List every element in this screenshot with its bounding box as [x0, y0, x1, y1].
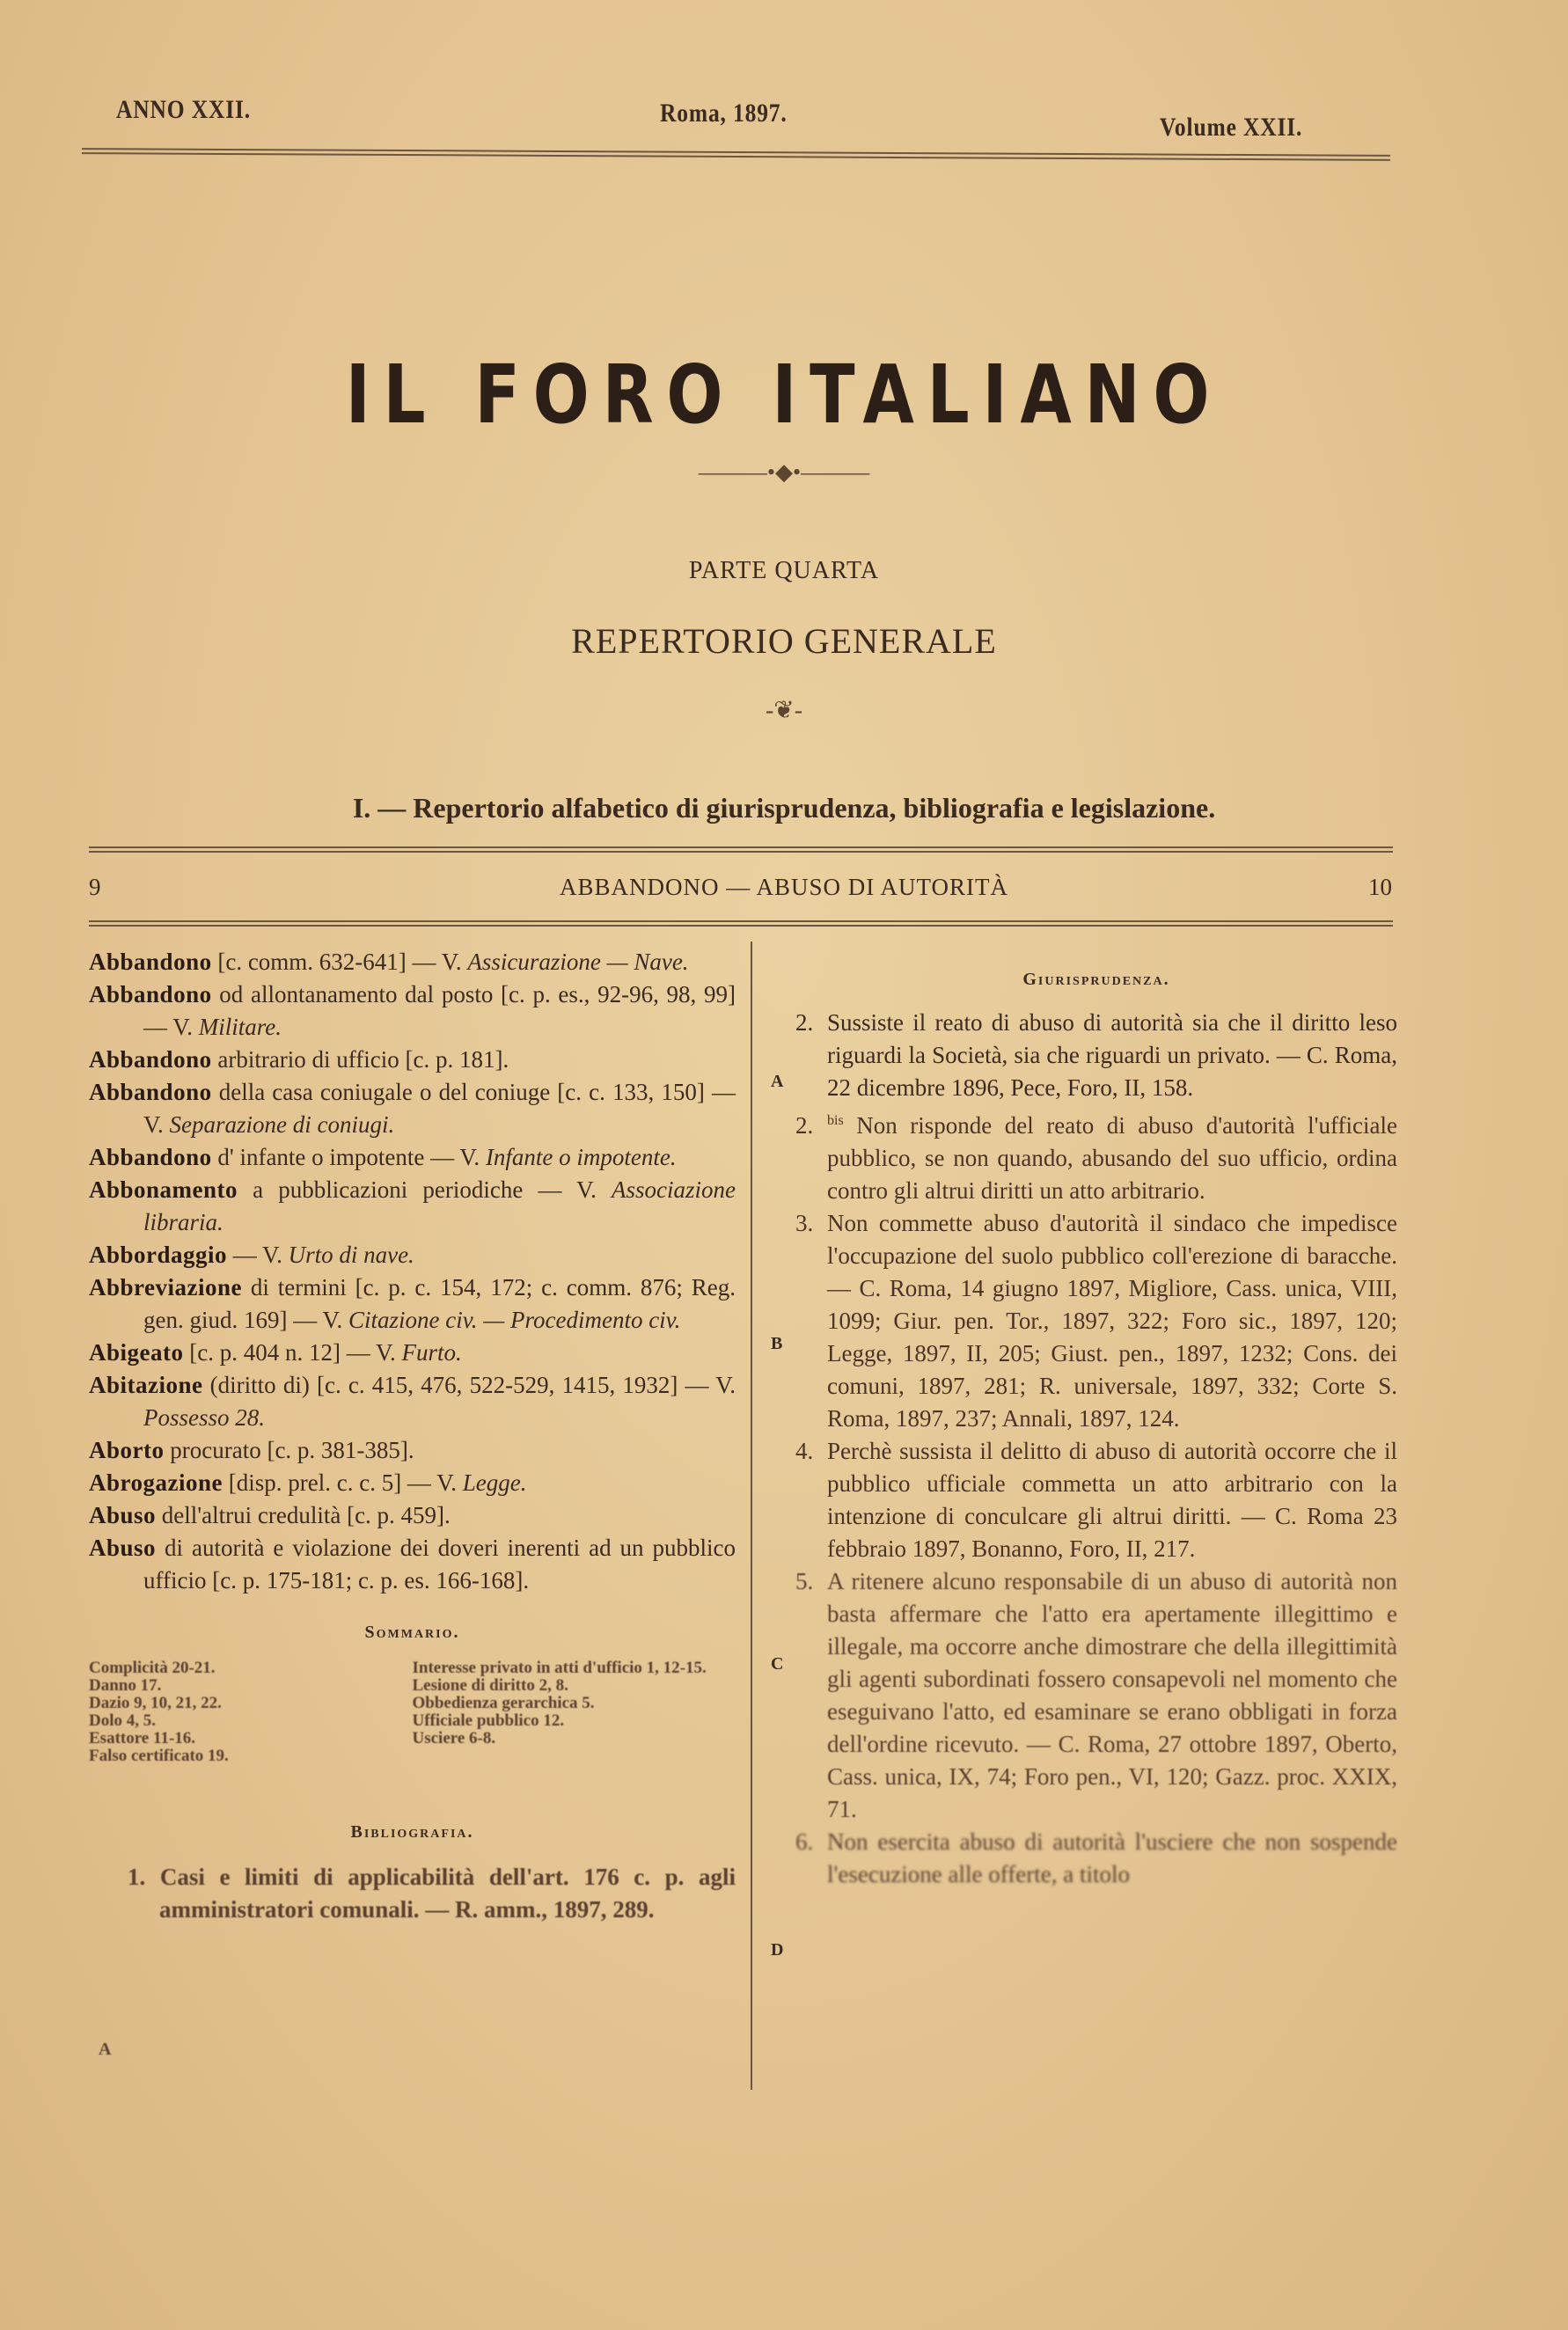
sommario-item: Dazio 9, 10, 21, 22.: [89, 1694, 222, 1712]
item-number: 2.: [795, 1009, 814, 1036]
index-entry: [89, 1271, 736, 1337]
margin-marker: C: [771, 1654, 784, 1674]
entry-headword: Abitazione: [89, 1372, 203, 1398]
entry-headword: Abbordaggio: [89, 1242, 228, 1268]
sommario-item: Obbedienza gerarchica 5.: [412, 1694, 595, 1712]
sommario-item: Dolo 4, 5.: [89, 1711, 156, 1730]
entry-headword: Aborto: [89, 1437, 165, 1463]
item-text: Non risponde del reato di abuso d'autorità l'ufficiale pubblico, se non quando, abusando del suo ufficio, ordina contro gli altrui diritti un atto arbitrario.: [827, 1112, 1397, 1204]
item-text: A ritenere alcuno responsabile di un abuso di autorità non basta affermare che l'atto era apertamente illegittimo e illegale, ma occorre anche dimostrare che della illegittimità gli agenti subordinati fossero consapevoli nel momento che eseguivano l'atto, ed esaminare se erano obbligati in forza dell'ordine ricevuto. — C. Roma, 27 ottobre 1897, Oberto, Cass. unica, IX, 74; Foro pen., VI, 120; Gazz. proc. XXIX, 71.: [827, 1568, 1397, 1822]
margin-marker: B: [771, 1334, 783, 1353]
item-number: 5.: [795, 1568, 814, 1594]
bibliografia-number: 1.: [128, 1864, 146, 1890]
margin-marker: A: [99, 2040, 112, 2059]
header-double-rule: [82, 148, 1390, 161]
bibliografia-item: [89, 1861, 736, 1926]
entry-text: della casa coniugale o del coniuge [c. c. 133, 150] — V.: [143, 1079, 736, 1138]
index-entry: [89, 1467, 736, 1499]
entry-text: d' infante o impotente — V.: [211, 1144, 486, 1170]
index-entry: [89, 946, 736, 978]
ornament-divider: ———•◆•———: [698, 459, 870, 485]
entry-headword: Abbandono: [89, 1046, 212, 1073]
right-column: [795, 964, 1397, 2090]
item-suffix: bis: [827, 1113, 844, 1128]
ornament-flourish: -❦-: [765, 697, 803, 724]
journal-title: IL FORO ITALIANO: [345, 348, 1223, 442]
index-entry: [89, 1434, 736, 1467]
index-entry: [89, 1174, 736, 1239]
entry-text: [disp. prel. c. c. 5] — V.: [223, 1469, 463, 1496]
column-divider: [751, 942, 752, 2090]
entry-text: [c. comm. 632-641] — V.: [211, 949, 468, 975]
entry-reference: Legge.: [462, 1469, 527, 1496]
entry-text: di autorità e violazione dei doveri inerenti ad un pubblico ufficio [c. p. 175-181; c. p. es. 166-168].: [143, 1535, 736, 1594]
entry-text: (diritto di) [c. c. 415, 476, 522-529, 1415, 1932] — V.: [202, 1372, 736, 1398]
sommario-item: Interesse privato in atti d'ufficio 1, 12-15.: [412, 1659, 707, 1677]
entry-headword: Abbonamento: [89, 1176, 238, 1203]
section-heading: I. — Repertorio alfabetico di giurisprudenza, bibliografia e legislazione.: [352, 792, 1216, 824]
page-topic: ABBANDONO — ABUSO DI AUTORITÀ: [559, 874, 1009, 900]
jurisprudence-item: [795, 1207, 1397, 1435]
entry-headword: Abbandono: [89, 1144, 212, 1170]
sommario-heading: Sommario.: [364, 1623, 460, 1642]
entry-headword: Abrogazione: [89, 1469, 223, 1496]
index-entry: [89, 1369, 736, 1434]
subtitle: REPERTORIO GENERALE: [571, 621, 997, 661]
item-text: Perchè sussista il delitto di abuso di autorità occorre che il pubblico ufficiale commetta un atto arbitrario con la intenzione di conculcare gli altrui diritti. — C. Roma 23 febbraio 1897, Bonanno, Foro, II, 217.: [827, 1438, 1397, 1562]
entry-reference: Associazione libraria.: [143, 1176, 736, 1235]
index-entry: [89, 1141, 736, 1174]
entry-reference: Infante o impotente.: [485, 1144, 677, 1170]
entry-text: [c. p. 404 n. 12] — V.: [183, 1339, 402, 1366]
entry-headword: Abbandono: [89, 981, 212, 1007]
sommario-item: Ufficiale pubblico 12.: [412, 1711, 565, 1730]
index-entry: [89, 1499, 736, 1532]
entry-reference: Urto di nave.: [288, 1242, 414, 1268]
section-double-rule: [89, 846, 1393, 853]
entry-headword: Abbandono: [89, 949, 212, 975]
left-page-number: 9: [89, 874, 101, 900]
bibliografia-heading: Bibliografia.: [350, 1822, 474, 1842]
sommario-item: Complicità 20-21.: [89, 1659, 216, 1677]
jurisprudence-item: [795, 1007, 1397, 1104]
part-label: PARTE QUARTA: [688, 557, 880, 584]
index-entry: [89, 1239, 736, 1271]
entry-reference: Separazione di coniugi.: [169, 1111, 395, 1138]
entry-text: a pubblicazioni periodiche — V.: [238, 1176, 612, 1203]
item-number: 3.: [795, 1210, 814, 1236]
sommario-item: Danno 17.: [89, 1676, 162, 1695]
left-column: [89, 946, 736, 1926]
entry-text: di termini [c. p. c. 154, 172; c. comm. 876; Reg. gen. giud. 169] — V.: [143, 1274, 736, 1333]
entry-text: od allontanamento dal posto [c. p. es., 92-96, 98, 99] — V.: [143, 981, 736, 1040]
item-text: Non esercita abuso di autorità l'usciere che non sospende l'esecuzione alle offerte, a titolo: [827, 1828, 1397, 1887]
entry-reference: Furto.: [401, 1339, 462, 1366]
jurisprudence-item: [795, 1435, 1397, 1565]
item-text: Sussiste il reato di abuso di autorità sia che il diritto leso riguardi la Società, sia che riguardi un privato. — C. Roma, 22 dicembre 1896, Pece, Foro, II, 158.: [827, 1009, 1397, 1101]
jurisprudence-item: [795, 1826, 1397, 1891]
year-label: ANNO XXII.: [116, 95, 252, 124]
entry-reference: Citazione civ. — Procedimento civ.: [348, 1307, 681, 1333]
entry-text: arbitrario di ufficio [c. p. 181].: [211, 1046, 509, 1073]
page-header-double-rule: [89, 920, 1393, 927]
margin-marker: A: [771, 1072, 784, 1091]
index-entry: [89, 1044, 736, 1076]
item-text: Non commette abuso d'autorità il sindaco che impedisce l'occupazione del suolo pubblico coll'erezione di baracche. — C. Roma, 14 giugno 1897, Migliore, Cass. unica, VIII, 1099; Giur. pen. Tor., 1897, 322; Foro sic., 1897, 120; Legge, 1897, II, 205; Giust. pen., 1897, 1232; Cons. dei comuni, 1897, 281; R. universale, 1897, 332; Corte S. Roma, 1897, 237; Annali, 1897, 124.: [827, 1210, 1397, 1432]
entry-headword: Abbreviazione: [89, 1274, 242, 1301]
entry-text: dell'altrui credulità [c. p. 459].: [156, 1502, 451, 1528]
index-entry: [89, 1532, 736, 1597]
place-date-label: Roma, 1897.: [660, 99, 788, 128]
entry-headword: Abuso: [89, 1502, 157, 1528]
entry-text: — V.: [227, 1242, 289, 1268]
entry-reference: Possesso 28.: [143, 1404, 266, 1431]
bibliografia-text: Casi e limiti di applicabilità dell'art. 176 c. p. agli amministratori comunali. — R. amm., 1897, 289.: [159, 1864, 736, 1923]
entry-headword: Abbandono: [89, 1079, 212, 1105]
sommario-list: [89, 1660, 736, 1765]
sommario-item: Lesione di diritto 2, 8.: [412, 1676, 568, 1695]
jurisprudence-item: [795, 1565, 1397, 1826]
sommario-item: Usciere 6-8.: [412, 1729, 496, 1748]
entry-reference: Assicurazione — Nave.: [467, 949, 689, 975]
entry-text: procurato [c. p. 381-385].: [164, 1437, 414, 1463]
entry-headword: Abuso: [89, 1535, 157, 1561]
volume-label: Volume XXII.: [1160, 113, 1303, 142]
index-entry: [89, 1076, 736, 1141]
index-entry: [89, 978, 736, 1044]
entry-headword: Abigeato: [89, 1339, 184, 1366]
item-number: 6.: [795, 1828, 814, 1855]
item-number: 2.: [795, 1112, 814, 1139]
jurisprudence-item: [795, 1104, 1397, 1207]
item-number: 4.: [795, 1438, 814, 1464]
index-entry: [89, 1337, 736, 1369]
giurisprudenza-heading: Giurisprudenza.: [1022, 970, 1170, 989]
entry-reference: Militare.: [198, 1014, 282, 1040]
margin-marker: D: [771, 1940, 784, 1960]
sommario-item: Esattore 11-16.: [89, 1729, 196, 1748]
sommario-item: Falso certificato 19.: [89, 1747, 229, 1765]
right-page-number: 10: [1368, 874, 1392, 900]
